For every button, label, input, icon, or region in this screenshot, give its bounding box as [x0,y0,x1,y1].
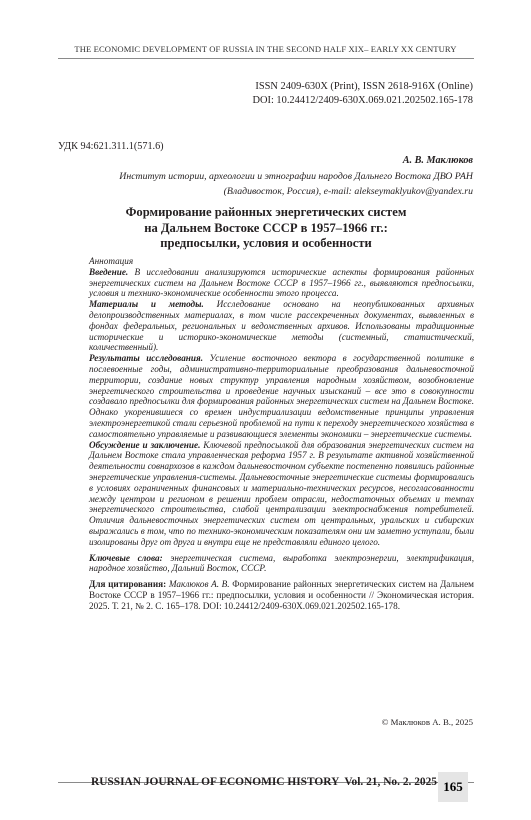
author-name: А. В. Маклюков [402,155,473,166]
footer-volume-issue: Vol. 21, No. 2. 2025 [338,776,437,788]
introduction-text: В исследовании анализируются исторические аспекты формирования районных энергетических систем на Дальнем Востоке СССР в 1957–1966 гг., выявляются предпосылки, условия и технико-экономические особенности этого процесса. [89,266,474,299]
keywords-text: энергетическая система, выработка электроэнергии, электрификация, народное хозяйство, Дальний Восток, СССР. [89,552,474,574]
discussion-text: Ключевой предпосылкой для образования энергетических систем на Дальнем Востоке стала управленческая реформа 1957 г. В результате активной хозяйственной деятельности совнархозов в каждом дальневосточном субъекте постепенно появились районные энергетические управления-системы. Дальневосточные энергетические системы формировались в условиях ограниченных финансовых и материально-технических ресурсов, несогласованности между центром и регионом в решении проблем отрасли, недостаточных объемах и темпах энергетического строительства, слабой централизации электроснабжения потребителей. Отличия дальневосточных энергетических систем от центральных, уральских и сибирских выражались в том, что по технико-экономическим показателям они им заметно уступали, были изолированы друг от друга и внутри еще не представляли единого целого. [89,439,474,547]
running-header: THE ECONOMIC DEVELOPMENT OF RUSSIA IN THE SECOND HALF XIX– EARLY XX CENTURY [74,44,457,54]
methods-label: Материалы и методы. [89,299,204,310]
udk-code: УДК 94:621.311.1(571.6) [58,141,164,152]
identifiers-block [252,80,473,108]
keywords-label: Ключевые слова: [89,552,163,563]
doi: DOI: 10.24412/2409-630X.069.021.202502.165-178 [252,95,473,106]
keywords [89,553,474,575]
title-line-1: Формирование районных энергетических систем [125,205,407,219]
footer-journal [91,776,437,788]
abstract-introduction [89,267,474,299]
abstract-results [89,353,474,439]
title-line-3: предпосылки, условия и особенности [160,236,372,250]
methods-text: Исследование основано на неопубликованных архивных делопроизводственных материалах, в том числе рассекреченных документах, выявленных в фондах федеральных, региональных и ведомственных архивов. Использованы традиционные исторические и историко-экономические методы (системный, статистический, количественный). [89,299,474,353]
results-text: Усиление восточного вектора в государственной политике в послевоенные годы, административно-территориальные преобразования дальневосточной территории, создание новых структур управления народным хозяйством, возобновление энергетического строительства и проведение научных изысканий – все это в совокупности создавало предпосылки для формирования районных энергетических систем на Дальнем Востоке. Однако укоренившиеся со времен индустриализации ведомственные принципы управления электроэнергетикой стали серьезной проблемой на пути к переходу энергетического хозяйства в самостоятельно управляемые и развивающиеся элементы экономики – энергетические системы. [89,353,475,439]
abstract-label: Аннотация [89,256,134,266]
citation-text: Формирование районных энергетических систем на Дальнем Востоке СССР в 1957–1966 гг.: предпосылки, условия и особенности // Экономическая история. 2025. Т. 21, № 2. С. 165–178. DOI: 10.24412/2409-630X.069.021.202502.165-178. [89,579,474,611]
citation-label: Для цитирования: [89,579,167,590]
copyright-notice: © Маклюков А. В., 2025 [381,717,473,727]
title-line-2: на Дальнем Востоке СССР в 1957–1966 гг.: [144,220,388,235]
article-title [58,205,474,252]
page-number: 165 [438,772,468,802]
results-label: Результаты исследования. [89,353,204,364]
discussion-label: Обсуждение и заключение. [89,439,201,450]
issn: ISSN 2409-630X (Print), ISSN 2618-916X (Online) [255,81,473,92]
abstract-discussion [89,440,474,548]
affiliation-location-email: (Владивосток, Россия), e-mail: alekseymaklyukov@yandex.ru [223,186,473,197]
author-affiliation [63,169,473,199]
citation [89,579,474,611]
introduction-label: Введение. [89,266,129,277]
header-divider [58,58,474,59]
abstract-methods [89,299,474,353]
citation-author: Маклюков А. В. [166,579,230,590]
affiliation-institute: Институт истории, археологии и этнографии народов Дальнего Востока ДВО РАН [119,171,473,182]
footer-journal-name: RUSSIAN JOURNAL OF ECONOMIC HISTORY [90,776,339,788]
abstract-body [89,256,474,612]
